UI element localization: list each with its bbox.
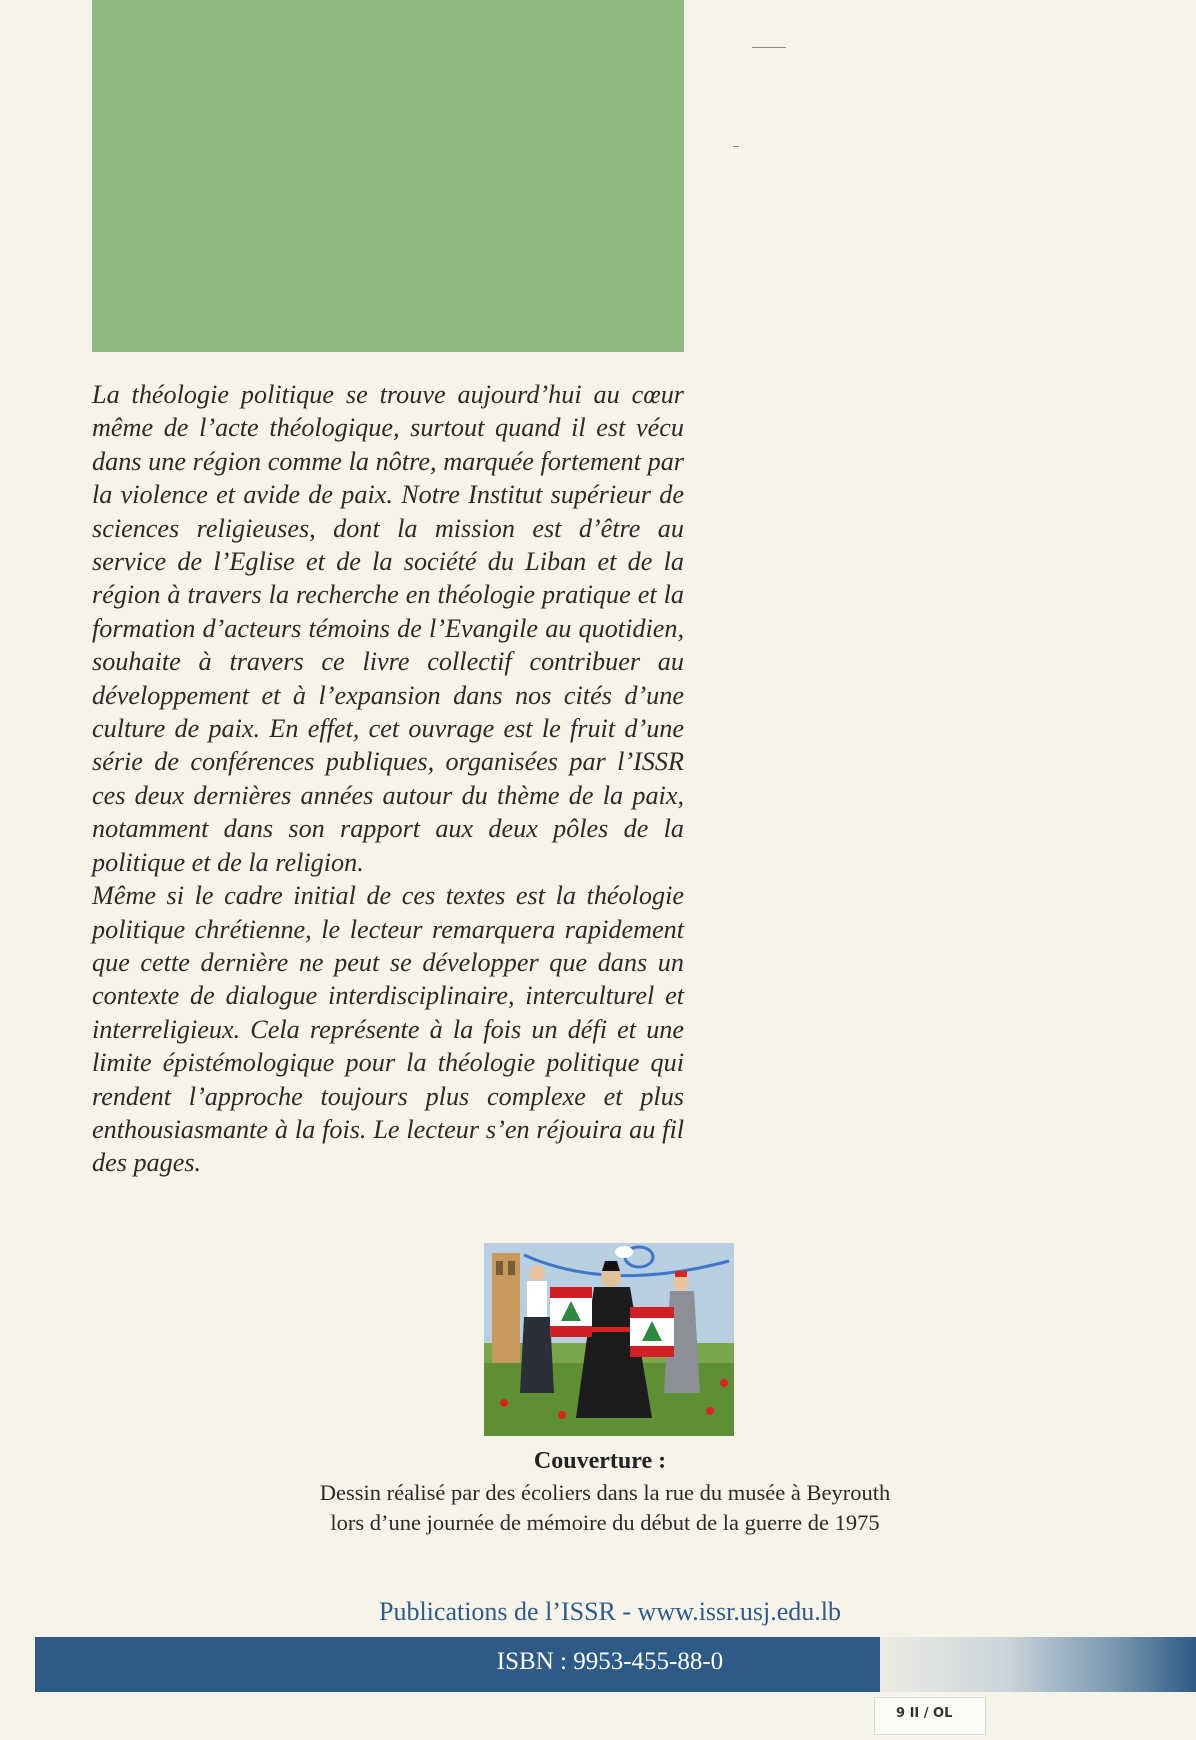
isbn-bar-fade [880, 1637, 1196, 1692]
green-color-panel [92, 0, 684, 352]
cover-caption-line-2: lors d’une journée de mémoire du début de la guerre de 1975 [330, 1510, 880, 1535]
blurb-paragraph-2: Même si le cadre initial de ces textes est la théologie politique chrétienne, le lecteur remarquera rapidement que cette dernière ne peut se développer que dans un contexte de dialogue interdisciplinaire, interculturel et interreligieux. Cela représente à la fois un défi et une limite épistémologique pour la théologie politique qui rendent l’approche toujours plus complexe et plus enthousiasmante à la fois. Le lecteur s’en réjouira au fil des pages. [92, 881, 684, 1178]
cover-caption [250, 1478, 960, 1538]
cover-illustration [484, 1243, 734, 1436]
back-cover-blurb [92, 378, 684, 1180]
scan-mark [752, 47, 786, 48]
library-sticker-text: 9 II / OL [896, 1706, 953, 1721]
cover-caption-title: Couverture : [533, 1448, 667, 1474]
scan-mark [733, 146, 739, 147]
publisher-line: Publications de l’ISSR - www.issr.usj.edu.lb [379, 1597, 841, 1626]
blurb-paragraph-1: La théologie politique se trouve aujourd’hui au cœur même de l’acte théologique, surtout quand il est vécu dans une région comme la nôtre, marquée fortement par la violence et avide de paix. Notre Institut supérieur de sciences religieuses, dont la mission est d’être au service de l’Eglise et de la société du Liban et de la région à travers la recherche en théologie pratique et la formation d’acteurs témoins de l’Evangile au quotidien, souhaite à travers ce livre collectif contribuer au développement et à l’expansion dans nos cités d’une culture de paix. En effet, cet ouvrage est le fruit d’une série de conférences publiques, organisées par l’ISSR ces deux dernières années autour du thème de la paix, notamment dans son rapport aux deux pôles de la politique et de la religion. [92, 380, 684, 877]
cover-caption-line-1: Dessin réalisé par des écoliers dans la rue du musée à Beyrouth [319, 1480, 891, 1505]
children-drawing-illustration [484, 1243, 734, 1436]
isbn-number: ISBN : 9953-455-88-0 [496, 1648, 724, 1675]
